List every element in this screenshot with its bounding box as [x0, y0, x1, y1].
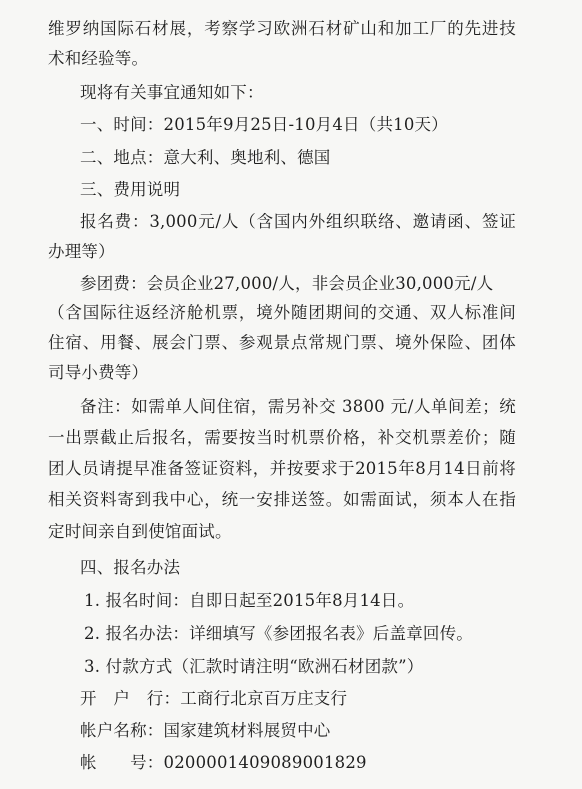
paragraph-line: 团人员请提早准备签证资料，并按要求于2015年8月14日前将	[48, 459, 516, 478]
registration-method: 2. 报名办法：详细填写《参团报名表》后盖章回传。	[84, 624, 473, 643]
paragraph-line: 一出票截止后报名，需要按当时机票价格，补交机票差价；随	[48, 428, 516, 447]
paragraph-line: 维罗纳国际石材展，考察学习欧洲石材矿山和加工厂的先进技	[48, 19, 516, 38]
paragraph-line: 办理等）	[48, 242, 115, 261]
section-registration-heading: 四、报名办法	[80, 558, 181, 577]
bank-name: 开 户 行：工商行北京百万庄支行	[80, 689, 348, 708]
tour-fee: 参团费：会员企业27,000/人，非会员企业30,000元/人	[80, 274, 494, 293]
notice-intro: 现将有关事宜通知如下：	[80, 83, 264, 102]
registration-fee: 报名费：3,000元/人（含国内外组织联络、邀请函、签证	[80, 212, 516, 231]
paragraph-line: 术和经验等。	[48, 49, 149, 68]
paragraph-line: 定时间亲自到使馆面试。	[48, 522, 232, 541]
account-number: 帐 号：0200001409089001829	[80, 753, 367, 772]
section-time: 一、时间：2015年9月25日-10月4日（共10天）	[80, 115, 448, 134]
section-location: 二、地点：意大利、奥地利、德国	[80, 148, 331, 167]
paragraph-line: 相关资料寄到我中心，统一安排送签。如需面试，须本人在指	[48, 490, 516, 509]
paragraph-line: 住宿、用餐、展会门票、参观景点常规门票、境外保险、团体	[48, 333, 516, 352]
remarks: 备注：如需单人间住宿，需另补交 3800 元/人单间差；统	[80, 397, 516, 416]
registration-time: 1. 报名时间：自即日起至2015年8月14日。	[84, 591, 415, 610]
section-fees-heading: 三、费用说明	[80, 180, 181, 199]
paragraph-line: 司导小费等）	[48, 363, 149, 382]
payment-method: 3. 付款方式（汇款时请注明“欧洲石材团款”）	[84, 657, 424, 676]
paragraph-line: （含国际往返经济舱机票，境外随团期间的交通、双人标准间	[48, 303, 516, 322]
account-name: 帐户名称：国家建筑材料展贸中心	[80, 721, 331, 740]
